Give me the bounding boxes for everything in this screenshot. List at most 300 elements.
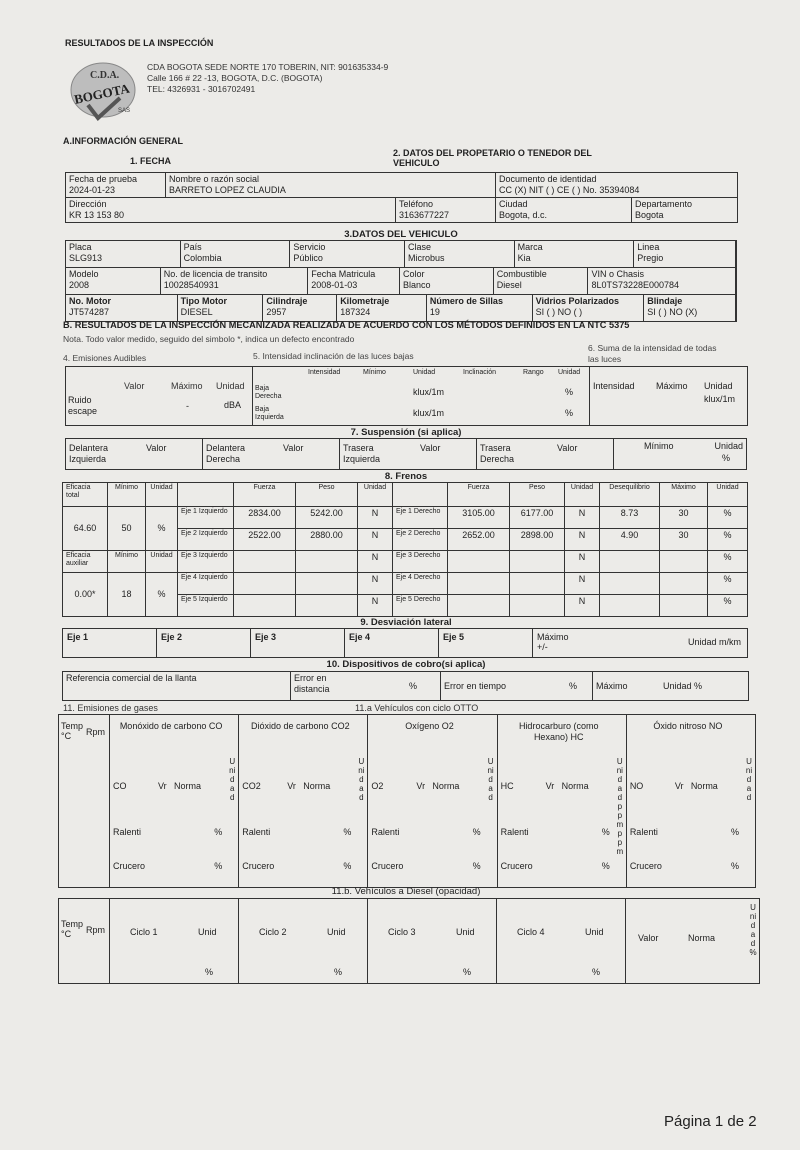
- vehicle-field-value: 187324: [340, 307, 371, 317]
- frenos-text: 50: [121, 523, 132, 533]
- gas-column: [110, 715, 239, 887]
- vehicle-table: [65, 240, 737, 322]
- owner-table: [65, 172, 738, 223]
- vehicle-field-value: JT574287: [69, 307, 110, 317]
- baja-izquierda-pct: %: [565, 408, 574, 418]
- nota: Nota. Todo valor medido, seguido del simbolo *, indica un defecto encontrado: [63, 334, 355, 344]
- frenos-cell: [358, 573, 393, 595]
- suspension-minimo: Mínimo: [644, 441, 674, 451]
- gas-vr: Vr: [416, 781, 426, 791]
- temp-rpm-cell: [59, 899, 110, 983]
- vehicle-field-label: Color: [403, 269, 425, 279]
- frenos-cell: [448, 595, 510, 617]
- gas-name: Oxígeno O2: [405, 721, 454, 731]
- frenos-text: Eficacia total: [66, 484, 91, 499]
- ciclo-label: Ciclo 3: [388, 927, 416, 937]
- report-title: RESULTADOS DE LA INSPECCIÓN: [65, 38, 214, 48]
- suspension-cell: [66, 439, 203, 469]
- frenos-cell: [234, 573, 296, 595]
- gas-crucero-pct: %: [472, 861, 481, 871]
- vehicle-field-label: Blindaje: [647, 296, 683, 306]
- s5-header: Rango: [523, 369, 544, 376]
- frenos-cell: [448, 483, 510, 507]
- frenos-cell: [108, 483, 146, 507]
- frenos-text: 30: [678, 508, 689, 518]
- frenos-cell: [510, 529, 565, 551]
- frenos-cell: [510, 507, 565, 529]
- gas-norma: Norma: [303, 781, 331, 791]
- vehicle-field-value: 2957: [266, 307, 287, 317]
- vehicle-field-value: SLG913: [69, 253, 103, 263]
- baja-derecha-unit: klux/1m: [413, 387, 445, 397]
- ciclo-label: Ciclo 2: [259, 927, 287, 937]
- frenos-text: %: [723, 552, 732, 562]
- vehicle-cell: [308, 268, 400, 294]
- frenos-text: Mínimo: [115, 484, 138, 491]
- tel-value: 3163677227: [399, 210, 450, 220]
- gas-code: CO: [113, 781, 127, 791]
- gas-code: NO: [629, 781, 644, 791]
- gas-crucero-pct: %: [343, 861, 352, 871]
- frenos-cell: [358, 529, 393, 551]
- vehicle-field-value: 19: [429, 307, 440, 317]
- section-a-title: A.INFORMACIÓN GENERAL: [63, 136, 183, 146]
- frenos-text: N: [371, 530, 379, 540]
- suspension-table: [65, 438, 747, 470]
- page-number: Página 1 de 2: [664, 1113, 757, 1130]
- s7-title: 7. Suspensión (si aplica): [350, 427, 462, 438]
- frenos-cell: [600, 595, 660, 617]
- opacidad-valor: Valor: [638, 933, 659, 943]
- suspension-unit: %: [721, 453, 730, 463]
- error-tiempo: Error en tiempo: [444, 681, 507, 691]
- desviacion-eje: [157, 629, 251, 657]
- frenos-cell: [600, 529, 660, 551]
- vehicle-field-label: Servicio: [293, 242, 326, 252]
- frenos-text: 8.73: [620, 508, 639, 518]
- vehicle-field-label: Vidrios Polarizados: [535, 296, 619, 306]
- baja-derecha-label: Baja Derecha: [255, 385, 282, 400]
- ciudad-value: Bogota, d.c.: [499, 210, 548, 220]
- gas-code: O2: [371, 781, 384, 791]
- frenos-text: Fuerza: [467, 484, 490, 491]
- frenos-text: Mínimo: [115, 552, 138, 559]
- frenos-text: Unidad: [570, 484, 594, 491]
- gas-ralenti-pct: %: [472, 827, 481, 837]
- frenos-text: 2522.00: [248, 530, 281, 540]
- ciclo-pct: %: [463, 967, 472, 977]
- s6-intensidad: Intensidad: [593, 381, 635, 391]
- vehicle-cell: [66, 295, 178, 321]
- vehicle-title: 3.DATOS DEL VEHICULO: [344, 229, 458, 240]
- tel-label: Teléfono: [399, 199, 434, 209]
- s5-header: Unidad: [413, 369, 436, 376]
- frenos-cell: [565, 551, 600, 573]
- gas-crucero: Crucero: [629, 861, 662, 871]
- frenos-cell: [708, 573, 748, 595]
- gas-vr: Vr: [158, 781, 167, 791]
- vehicle-field-value: DIESEL: [180, 307, 213, 317]
- frenos-cell: [146, 551, 178, 573]
- frenos-text: 3105.00: [462, 508, 495, 518]
- frenos-cell: [448, 507, 510, 529]
- dir-value: KR 13 153 80: [69, 210, 125, 220]
- eje-label: Eje 1: [67, 632, 89, 642]
- gas-ralenti-pct: %: [601, 827, 610, 837]
- frenos-cell: [708, 507, 748, 529]
- frenos-cell: [393, 551, 448, 573]
- frenos-cell: [510, 551, 565, 573]
- frenos-text: 64.60: [73, 523, 97, 533]
- vehicle-cell: [66, 241, 181, 267]
- ciclo-column: [239, 899, 368, 983]
- frenos-text: Máximo: [671, 484, 696, 491]
- vehicle-field-label: Kilometraje: [340, 296, 390, 306]
- frenos-table: [62, 482, 748, 617]
- frenos-cell: [565, 595, 600, 617]
- s5-header: Unidad: [558, 369, 581, 376]
- s11b-title: 11.b. Vehículos a Diesel (opacidad): [331, 886, 481, 897]
- frenos-text: N: [578, 530, 586, 540]
- frenos-text: N: [578, 552, 586, 562]
- suspension-cell: [340, 439, 477, 469]
- frenos-cell: [63, 483, 108, 507]
- ciclo-unid: Unid: [585, 927, 604, 937]
- frenos-text: 5242.00: [310, 508, 343, 518]
- gas-norma: Norma: [174, 781, 202, 791]
- frenos-cell: [146, 573, 178, 617]
- frenos-cell: [708, 551, 748, 573]
- frenos-text: %: [157, 589, 166, 599]
- temp-label: Temp °C: [61, 721, 84, 741]
- suspension-cell: [477, 439, 614, 469]
- svg-text:BOGOTA: BOGOTA: [72, 80, 131, 107]
- vehicle-field-label: Modelo: [69, 269, 99, 279]
- frenos-cell: [234, 551, 296, 573]
- vehicle-cell: [588, 268, 736, 294]
- vehicle-field-value: Blanco: [403, 280, 431, 290]
- opacidad-unidad: Unidad %: [749, 903, 757, 957]
- frenos-text: Unidad: [363, 484, 387, 491]
- ciclo-pct: %: [592, 967, 601, 977]
- frenos-cell: [63, 551, 108, 573]
- vehicle-cell: [263, 295, 337, 321]
- desviacion-eje: [439, 629, 533, 657]
- frenos-text: 0.00*: [74, 589, 96, 599]
- gas-code: CO2: [242, 781, 261, 791]
- frenos-cell: [178, 573, 234, 595]
- frenos-text: Unidad: [150, 484, 173, 491]
- ciclo-column: [497, 899, 626, 983]
- suspension-label: Trasera Derecha: [480, 443, 515, 464]
- frenos-text: %: [723, 596, 732, 606]
- frenos-text: Eje 4 Derecho: [396, 574, 441, 581]
- suspension-label: Delantera Derecha: [206, 443, 246, 464]
- frenos-text: N: [371, 574, 379, 584]
- suspension-cell: [203, 439, 340, 469]
- desviacion-maximo: Máximo +/-: [537, 632, 569, 652]
- vehicle-field-label: No. de licencia de transito: [163, 269, 268, 279]
- suspension-valor: Valor: [146, 443, 167, 453]
- frenos-cell: [108, 551, 146, 573]
- ciclo-column: [368, 899, 497, 983]
- vehicle-field-label: País: [183, 242, 202, 252]
- suspension-valor: Valor: [283, 443, 304, 453]
- frenos-cell: [660, 507, 708, 529]
- vehicle-cell: [178, 295, 264, 321]
- frenos-text: Desequilibrio: [609, 484, 650, 491]
- frenos-text: Eje 5 Izquierdo: [181, 596, 228, 603]
- ciclo-column: [110, 899, 239, 983]
- gas-crucero-pct: %: [601, 861, 610, 871]
- gases-table: [58, 714, 756, 888]
- s4-max-head: Máximo: [171, 381, 203, 391]
- vehicle-field-value: Pregio: [637, 253, 664, 263]
- vehicle-field-label: Tipo Motor: [180, 296, 227, 306]
- frenos-cell: [660, 529, 708, 551]
- vehicle-cell: [494, 268, 589, 294]
- frenos-text: Unidad: [716, 484, 739, 491]
- frenos-cell: [510, 573, 565, 595]
- cobro-maximo: Máximo: [596, 681, 628, 691]
- baja-derecha-pct: %: [565, 387, 574, 397]
- cobro-table: [62, 671, 749, 701]
- s4-title: 4. Emisiones Audibles: [63, 353, 147, 363]
- gas-crucero: Crucero: [371, 861, 404, 871]
- section-b-title: B. RESULTADOS DE LA INSPECCIÓN MECANIZADA REALIZADA DE ACUERDO CON LOS MÉTODOS DEFINIDOS EN LA NTC 5375: [63, 320, 630, 330]
- gas-column: [239, 715, 368, 887]
- vehicle-cell: [290, 241, 405, 267]
- frenos-cell: [108, 573, 146, 617]
- vehicle-field-value: Microbus: [407, 253, 445, 263]
- vehicle-cell: [66, 268, 161, 294]
- vehicle-field-label: Cilindraje: [266, 296, 308, 306]
- ciclo-label: Ciclo 1: [130, 927, 158, 937]
- vehicle-cell: [427, 295, 533, 321]
- frenos-cell: [565, 483, 600, 507]
- ciudad-label: Ciudad: [499, 199, 528, 209]
- gas-norma: Norma: [561, 781, 589, 791]
- vehicle-row: [65, 240, 737, 268]
- frenos-text: 2898.00: [520, 530, 554, 540]
- frenos-cell: [660, 551, 708, 573]
- opacidad-norma: Norma: [688, 933, 716, 943]
- otto-title: 11.a Vehículos con ciclo OTTO: [355, 703, 479, 713]
- frenos-cell: [510, 483, 565, 507]
- eje-label: Eje 3: [255, 632, 277, 642]
- diesel-table: [58, 898, 760, 984]
- ref-llanta: Referencia comercial de la llanta: [63, 672, 291, 701]
- s6-maximo: Máximo: [656, 381, 688, 391]
- dir-label: Dirección: [69, 199, 107, 209]
- gas-crucero: Crucero: [500, 861, 533, 871]
- frenos-cell: [660, 483, 708, 507]
- vehicle-field-label: Placa: [69, 242, 92, 252]
- frenos-text: 30: [678, 530, 689, 540]
- cobro-unidad: Unidad %: [663, 681, 703, 691]
- gas-unit-vertical: Unidad: [487, 757, 494, 802]
- frenos-text: N: [578, 596, 586, 606]
- frenos-cell: [565, 507, 600, 529]
- frenos-cell: [708, 483, 748, 507]
- depto-value: Bogota: [635, 210, 664, 220]
- frenos-text: Peso: [318, 484, 335, 491]
- s6-title: 6. Suma de la intensidad de todas las luces: [588, 343, 717, 364]
- vehicle-field-value: SI ( ) NO ( ): [535, 307, 583, 317]
- frenos-text: N: [578, 508, 586, 518]
- fecha-title: 1. FECHA: [130, 156, 172, 166]
- vehicle-cell: [161, 268, 309, 294]
- suspension-unidad: Unidad: [714, 441, 743, 451]
- s5-header: Mínimo: [363, 369, 386, 376]
- frenos-cell: [393, 529, 448, 551]
- frenos-text: N: [371, 596, 379, 606]
- vehicle-row: [65, 295, 737, 322]
- frenos-text: Unidad: [150, 552, 173, 559]
- error-distancia: Error en distancia: [294, 673, 330, 694]
- gas-vr: Vr: [674, 781, 684, 791]
- frenos-cell: [660, 595, 708, 617]
- frenos-text: Eje 1 Izquierdo: [181, 508, 228, 515]
- gas-code: HC: [500, 781, 514, 791]
- gas-vr: Vr: [545, 781, 555, 791]
- frenos-text: 2652.00: [462, 530, 495, 540]
- eje-label: Eje 2: [161, 632, 183, 642]
- ciclo-label: Ciclo 4: [517, 927, 545, 937]
- gas-vr: Vr: [287, 781, 296, 791]
- vehicle-field-value: 8L0TS73228E000784: [591, 280, 680, 290]
- frenos-cell: [296, 551, 358, 573]
- frenos-cell: [358, 507, 393, 529]
- frenos-cell: [510, 595, 565, 617]
- frenos-cell: [296, 529, 358, 551]
- gas-unit-vertical: Unidad: [745, 757, 753, 802]
- vehicle-field-label: Fecha Matricula: [311, 269, 376, 279]
- temp-rpm-cell: [59, 715, 110, 887]
- frenos-cell: [358, 595, 393, 617]
- ruido-unit: dBA: [224, 400, 242, 410]
- frenos-cell: [63, 573, 108, 617]
- frenos-text: %: [723, 508, 732, 518]
- s4-valor-head: Valor: [124, 381, 145, 391]
- frenos-text: N: [578, 574, 586, 584]
- frenos-text: Eje 3 Derecho: [396, 552, 441, 559]
- frenos-cell: [178, 529, 234, 551]
- gas-name: Óxido nitroso NO: [653, 721, 723, 731]
- s6-unit: klux/1m: [704, 394, 736, 404]
- frenos-cell: [234, 529, 296, 551]
- vehicle-field-label: Combustible: [496, 269, 547, 279]
- frenos-text: 4.90: [620, 530, 639, 540]
- frenos-text: 18: [121, 589, 132, 599]
- suspension-min-cell: [614, 439, 746, 469]
- vehicle-field-value: Kia: [517, 253, 531, 263]
- frenos-text: Eje 2 Derecho: [396, 530, 441, 537]
- desviacion-eje: [251, 629, 345, 657]
- ruido-escape-label: Ruido escape: [68, 395, 98, 416]
- frenos-cell: [600, 483, 660, 507]
- frenos-cell: [296, 483, 358, 507]
- frenos-cell: [296, 573, 358, 595]
- rpm-label: Rpm: [86, 925, 106, 935]
- vehicle-field-label: Marca: [517, 242, 543, 252]
- frenos-cell: [178, 595, 234, 617]
- frenos-cell: [565, 529, 600, 551]
- vehicle-cell: [644, 295, 736, 321]
- error-tiempo-pct: %: [569, 681, 578, 691]
- fecha-label: Fecha de prueba: [69, 174, 138, 184]
- frenos-cell: [448, 529, 510, 551]
- frenos-text: Eje 5 Derecho: [396, 596, 441, 603]
- gas-ralenti: Ralenti: [500, 827, 529, 837]
- desviacion-max-cell: [533, 629, 747, 657]
- frenos-cell: [178, 551, 234, 573]
- frenos-cell: [178, 507, 234, 529]
- svg-text:SAS: SAS: [118, 108, 131, 114]
- gas-crucero-pct: %: [214, 861, 223, 871]
- vehicle-field-label: Clase: [407, 242, 431, 252]
- frenos-cell: [600, 507, 660, 529]
- s10-title: 10. Dispositivos de cobro(si aplica): [326, 659, 486, 670]
- frenos-cell: [63, 507, 108, 551]
- frenos-text: 2880.00: [310, 530, 343, 540]
- rpm-label: Rpm: [86, 727, 106, 737]
- frenos-text: Eficacia auxiliar: [66, 552, 91, 567]
- owner-title: 2. DATOS DEL PROPETARIO O TENEDOR DEL VEHICULO: [393, 148, 592, 168]
- frenos-cell: [234, 507, 296, 529]
- s6-unidad: Unidad: [704, 381, 733, 391]
- gas-crucero: Crucero: [242, 861, 275, 871]
- frenos-text: Eje 4 Izquierdo: [181, 574, 228, 581]
- frenos-text: Fuerza: [253, 484, 276, 491]
- gas-crucero: Crucero: [113, 861, 146, 871]
- frenos-cell: [146, 483, 178, 507]
- s5-title: 5. Intensidad inclinación de las luces bajas: [253, 351, 414, 361]
- vehicle-cell: [634, 241, 736, 267]
- frenos-cell: [393, 595, 448, 617]
- vehicle-field-value: Colombia: [183, 253, 222, 263]
- frenos-cell: [448, 551, 510, 573]
- frenos-cell: [600, 573, 660, 595]
- desviacion-table: [62, 628, 748, 658]
- frenos-text: %: [723, 574, 732, 584]
- desviacion-eje: [345, 629, 439, 657]
- frenos-cell: [393, 573, 448, 595]
- cda-logo: [68, 60, 138, 122]
- desviacion-eje: [63, 629, 157, 657]
- suspension-valor: Valor: [420, 443, 441, 453]
- vehicle-field-value: 2008-01-03: [311, 280, 358, 290]
- fecha-value: 2024-01-23: [69, 185, 116, 195]
- frenos-cell: [708, 595, 748, 617]
- s4-unit-head: Unidad: [216, 381, 245, 391]
- frenos-cell: [234, 595, 296, 617]
- gas-ralenti-pct: %: [214, 827, 223, 837]
- opacidad-cell: [626, 899, 759, 983]
- gas-column: [368, 715, 497, 887]
- gas-crucero-pct: %: [731, 861, 740, 871]
- desviacion-unidad: Unidad m/km: [687, 637, 741, 647]
- frenos-text: Eje 2 Izquierdo: [181, 530, 228, 537]
- frenos-text: Peso: [529, 484, 545, 491]
- gas-ralenti: Ralenti: [242, 827, 271, 837]
- depto-label: Departamento: [635, 199, 693, 209]
- frenos-cell: [108, 507, 146, 551]
- gas-ralenti: Ralenti: [371, 827, 400, 837]
- vehicle-cell: [181, 241, 291, 267]
- ciclo-unid: Unid: [327, 927, 346, 937]
- s8-title: 8. Frenos: [384, 471, 428, 482]
